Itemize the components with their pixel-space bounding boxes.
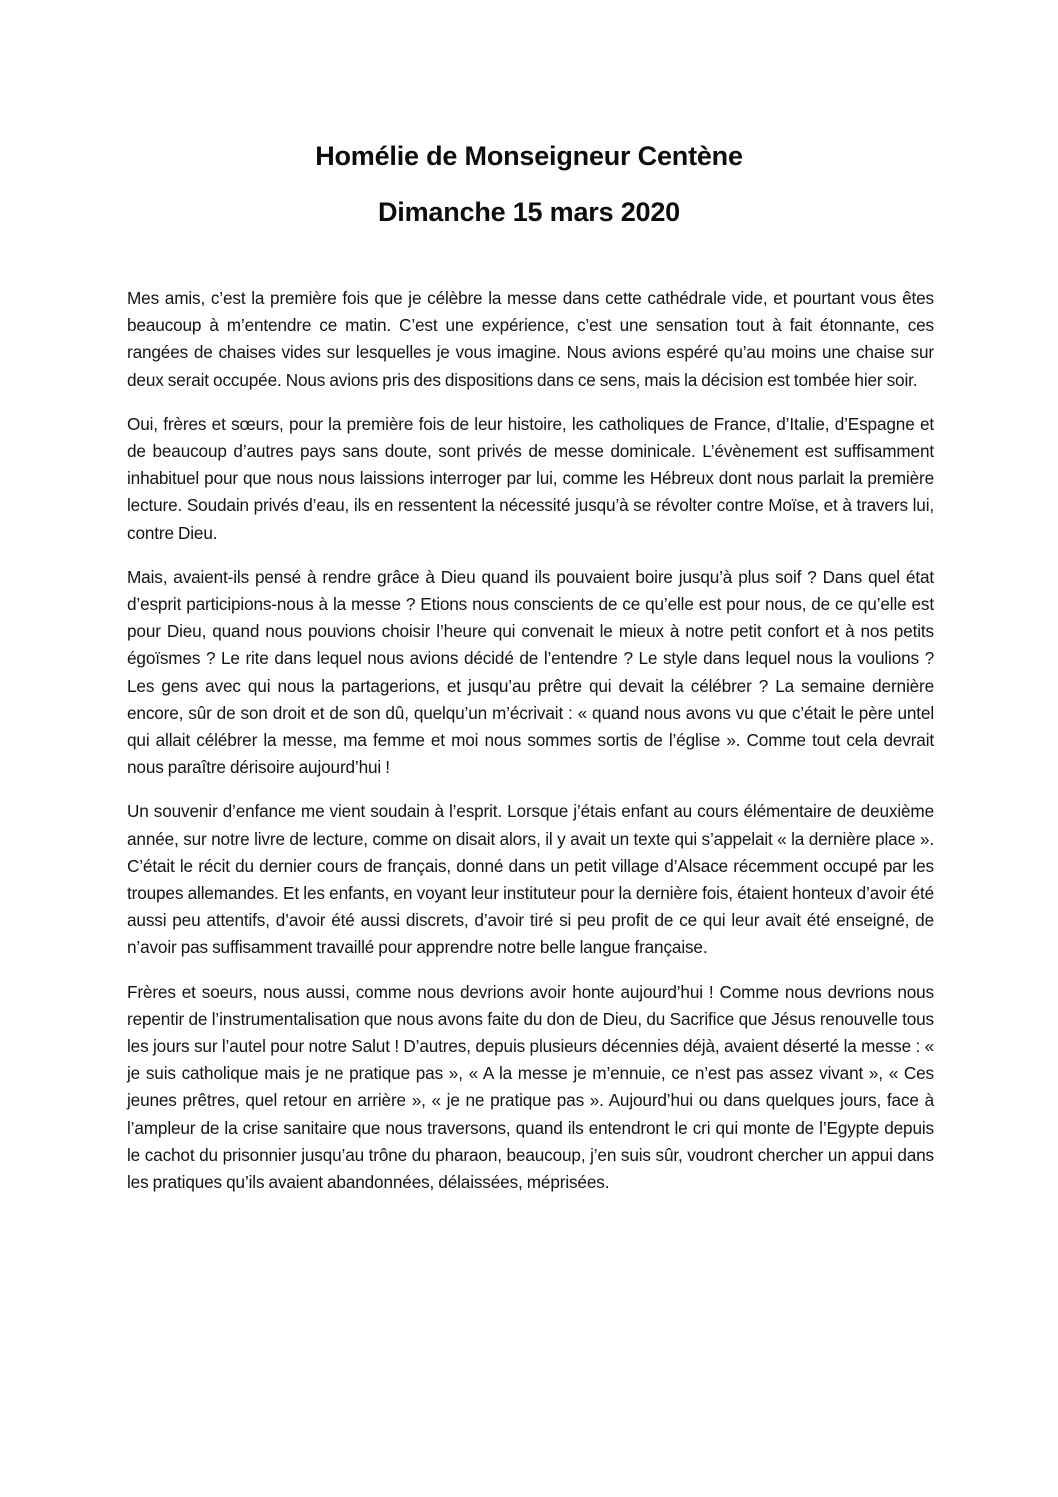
document-title: Homélie de Monseigneur Centène: [315, 141, 743, 171]
paragraph-2: Oui, frères et sœurs, pour la première fois de leur histoire, les catholiques de France, d’Italie, d’Espagne et de beaucoup d’autres pays sans doute, sont privés de messe dominicale. L’évènement est suffisamment inhabituel pour que nous nous laissions interroger par lui, comme les Hébreux dont nous parlait la première lecture. Soudain privés d’eau, ils en ressentent la nécessité jusqu’à se révolter contre Moïse, et à travers lui, contre Dieu.: [127, 413, 934, 543]
homily-body: [127, 285, 934, 1213]
document-date: Dimanche 15 mars 2020: [378, 197, 680, 227]
title-block: [0, 128, 1058, 240]
paragraph-4: Un souvenir d’enfance me vient soudain à l’esprit. Lorsque j’étais enfant au cours élémentaire de deuxième année, sur notre livre de lecture, comme on disait alors, il y avait un texte qui s’appelait « la dernière place ». C’était le récit du dernier cours de français, donné dans un petit village d’Alsace récemment occupé par les troupes allemandes. Et les enfants, en voyant leur instituteur pour la dernière fois, étaient honteux d’avoir été aussi peu attentifs, d’avoir été aussi discrets, d’avoir tiré si peu profit de ce qui leur avait été enseigné, de n’avoir pas suffisamment travaillé pour apprendre notre belle langue française.: [127, 801, 934, 958]
paragraph-5: Frères et soeurs, nous aussi, comme nous devrions avoir honte aujourd’hui ! Comme nous devrions nous repentir de l’instrumentalisation que nous avons faite du don de Dieu, du Sacrifice que Jésus renouvelle tous les jours sur l’autel pour notre Salut ! D’autres, depuis plusieurs décennies déjà, avaient déserté la messe : « je suis catholique mais je ne pratique pas », « A la messe je m’ennuie, ce n’est pas assez vivant », « Ces jeunes prêtres, quel retour en arrière », « je ne pratique pas ». Aujourd’hui ou dans quelques jours, face à l’ampleur de la crise sanitaire que nous traversons, quand ils entendront le cri qui monte de l’Egypte depuis le cachot du prisonnier jusqu’au trône du pharaon, beaucoup, j’en suis sûr, voudront chercher un appui dans les pratiques qu’ils avaient abandonnées, délaissées, méprisées.: [127, 981, 934, 1193]
paragraph-1: Mes amis, c’est la première fois que je célèbre la messe dans cette cathédrale vide, et pourtant vous êtes beaucoup à m’entendre ce matin. C’est une expérience, c’est une sensation tout à fait étonnante, ces rangées de chaises vides sur lesquelles je vous imagine. Nous avions espéré qu’au moins une chaise sur deux serait occupée. Nous avions pris des dispositions dans ce sens, mais la décision est tombée hier soir.: [127, 288, 934, 390]
paragraph-3: Mais, avaient-ils pensé à rendre grâce à Dieu quand ils pouvaient boire jusqu’à plus soif ? Dans quel état d’esprit participions-nous à la messe ? Etions nous conscients de ce qu’elle est pour nous, de ce qu’elle est pour Dieu, quand nous pouvions choisir l’heure qui convenait le mieux à notre petit confort et à nos petits égoïsmes ? Le rite dans lequel nous avions décidé de l’entendre ? Le style dans lequel nous la voulions ? Les gens avec qui nous la partagerions, et jusqu’au prêtre qui devait la célébrer ? La semaine dernière encore, sûr de son droit et de son dû, quelqu’un m’écrivait : « quand nous avons vu que c’était le père untel qui allait célébrer la messe, ma femme et moi nous sommes sortis de l’église ». Comme tout cela devrait nous paraître dérisoire aujourd’hui !: [127, 566, 934, 778]
